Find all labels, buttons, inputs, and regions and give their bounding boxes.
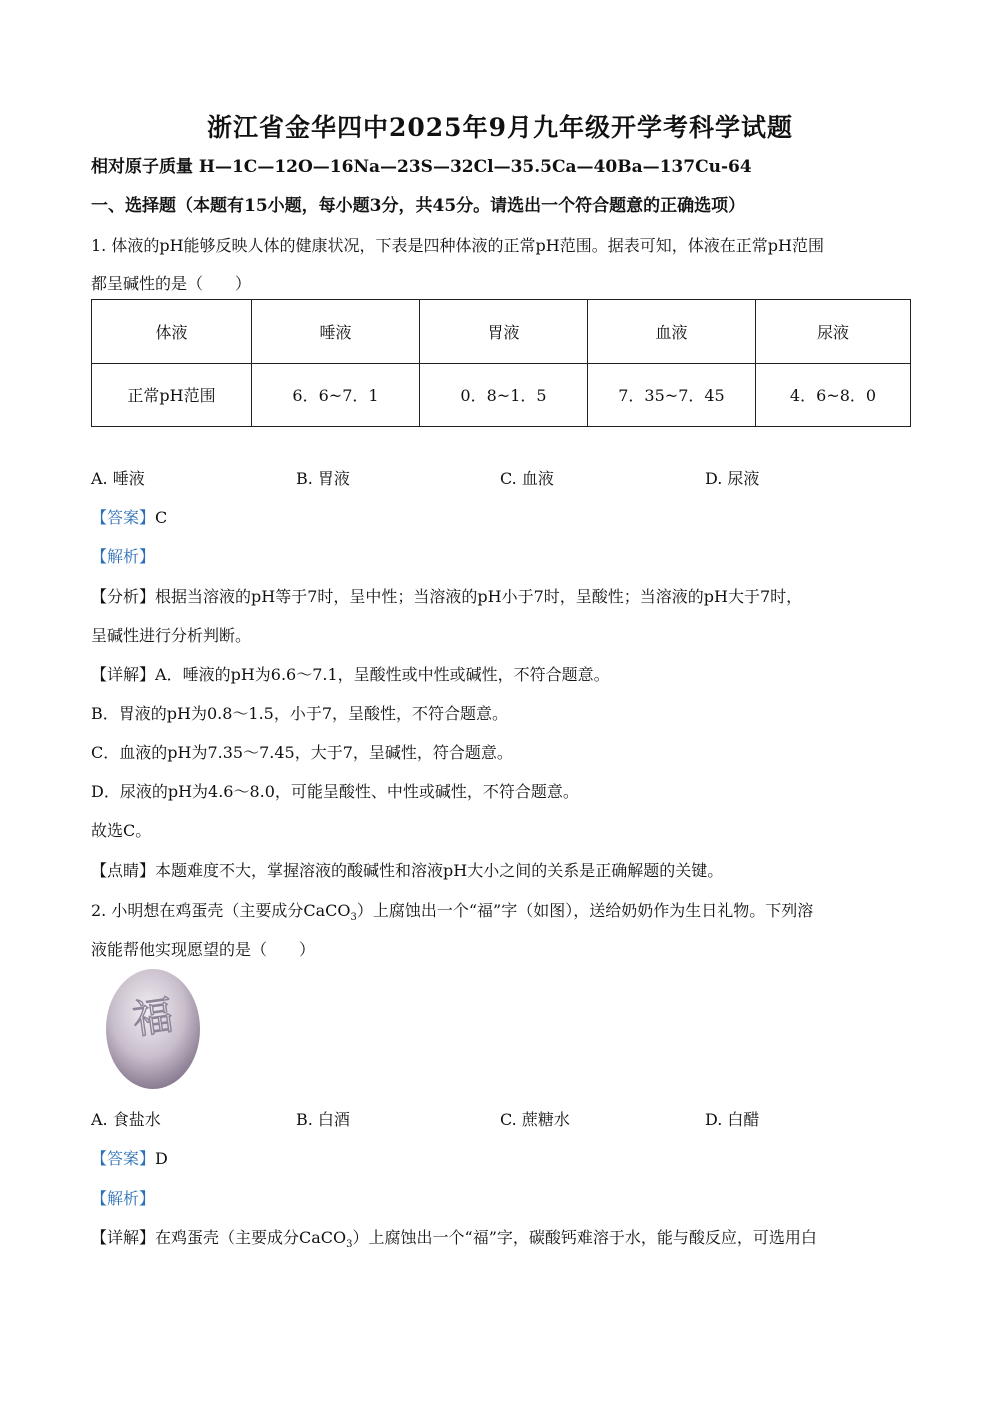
table-cell: 唾液 bbox=[252, 300, 420, 364]
detail-subscript: 3 bbox=[346, 1239, 353, 1251]
answer-tag: 【答案】 bbox=[91, 1149, 156, 1168]
q2-detail-line bbox=[91, 1225, 817, 1250]
comment-label: 【点睛】 bbox=[91, 861, 156, 880]
analysis-text: 根据当溶液的pH等于7时，呈中性；当溶液的pH小于7时，呈酸性；当溶液的pH大于7时， bbox=[155, 587, 803, 606]
table-cell: 4．6~8．0 bbox=[756, 363, 911, 427]
table-cell: 0．8~1．5 bbox=[420, 363, 588, 427]
q2-option-d: D. 白醋 bbox=[705, 1110, 760, 1129]
q2-option-b: B. 白酒 bbox=[296, 1110, 350, 1129]
q1-option-a: A. 唾液 bbox=[91, 469, 145, 488]
egg-fu-character: 福 bbox=[130, 992, 177, 1044]
document-title: 浙江省金华四中2025年9月九年级开学考科学试题 bbox=[207, 113, 793, 142]
table-cell: 6．6~7．1 bbox=[252, 363, 420, 427]
q1-analysis-line2: 呈碱性进行分析判断。 bbox=[91, 626, 252, 645]
ph-range-table bbox=[91, 299, 911, 427]
q1-detail-b: B．胃液的pH为0.8～1.5，小于7，呈酸性，不符合题意。 bbox=[91, 704, 509, 723]
detail-text-b: ）上腐蚀出一个“福”字，碳酸钙难溶于水，能与酸反应，可选用白 bbox=[352, 1228, 817, 1247]
answer-value: C bbox=[155, 508, 168, 527]
q1-option-d: D. 尿液 bbox=[705, 469, 760, 488]
detail-label: 【详解】 bbox=[91, 665, 156, 684]
q1-analysis-line1 bbox=[91, 584, 802, 607]
q1-answer-line bbox=[91, 505, 167, 528]
table-cell: 体液 bbox=[92, 300, 252, 364]
q1-detail-d: D．尿液的pH为4.6～8.0，可能呈酸性、中性或碱性，不符合题意。 bbox=[91, 782, 579, 801]
analysis-label: 【分析】 bbox=[91, 587, 156, 606]
q2-answer-line bbox=[91, 1146, 168, 1169]
q1-detail-a bbox=[91, 662, 610, 685]
answer-value: D bbox=[155, 1149, 168, 1168]
egg-image bbox=[104, 965, 202, 1091]
q1-stem-line1: 1. 体液的pH能够反映人体的健康状况，下表是四种体液的正常pH范围。据表可知，体液在正常pH范围 bbox=[91, 236, 824, 255]
q1-choose: 故选C。 bbox=[91, 821, 152, 840]
table-cell: 正常pH范围 bbox=[92, 363, 252, 427]
detail-text-a: 在鸡蛋壳（主要成分CaCO bbox=[155, 1228, 347, 1247]
answer-tag: 【答案】 bbox=[91, 508, 156, 527]
table-row bbox=[92, 363, 911, 427]
q2-option-a: A. 食盐水 bbox=[91, 1110, 161, 1129]
q1-stem-line2: 都呈碱性的是（ ） bbox=[91, 274, 252, 293]
detail-label: 【详解】 bbox=[91, 1228, 156, 1247]
detail-text: A．唾液的pH为6.6～7.1，呈酸性或中性或碱性，不符合题意。 bbox=[155, 665, 610, 684]
q2-stem-text-a: 2. 小明想在鸡蛋壳（主要成分CaCO bbox=[91, 901, 351, 920]
q2-option-c: C. 蔗糖水 bbox=[500, 1110, 570, 1129]
q1-analysis-tag: 【解析】 bbox=[91, 547, 156, 566]
q2-stem-line2: 液能帮他实现愿望的是（ ） bbox=[91, 940, 316, 959]
q1-option-c: C. 血液 bbox=[500, 469, 554, 488]
q1-option-b: B. 胃液 bbox=[296, 469, 350, 488]
q1-detail-c: C．血液的pH为7.35～7.45，大于7，呈碱性，符合题意。 bbox=[91, 743, 513, 762]
table-cell: 胃液 bbox=[420, 300, 588, 364]
atomic-mass-line: 相对原子质量 H—1C—12O—16Na—23S—32Cl—35.5Ca—40Ba—137Cu-64 bbox=[91, 157, 752, 177]
q1-comment bbox=[91, 858, 723, 881]
table-cell: 7．35~7．45 bbox=[588, 363, 756, 427]
q2-stem-text-b: ）上腐蚀出一个“福”字（如图），送给奶奶作为生日礼物。下列溶 bbox=[356, 901, 814, 920]
q2-stem-subscript: 3 bbox=[350, 912, 357, 924]
table-cell: 血液 bbox=[588, 300, 756, 364]
q2-analysis-tag: 【解析】 bbox=[91, 1189, 156, 1208]
section-heading: 一、选择题（本题有15小题，每小题3分，共45分。请选出一个符合题意的正确选项） bbox=[91, 196, 746, 216]
q2-stem-line1 bbox=[91, 898, 813, 923]
table-cell: 尿液 bbox=[756, 300, 911, 364]
table-header-row bbox=[92, 300, 911, 364]
comment-text: 本题难度不大，掌握溶液的酸碱性和溶液pH大小之间的关系是正确解题的关键。 bbox=[155, 861, 724, 880]
